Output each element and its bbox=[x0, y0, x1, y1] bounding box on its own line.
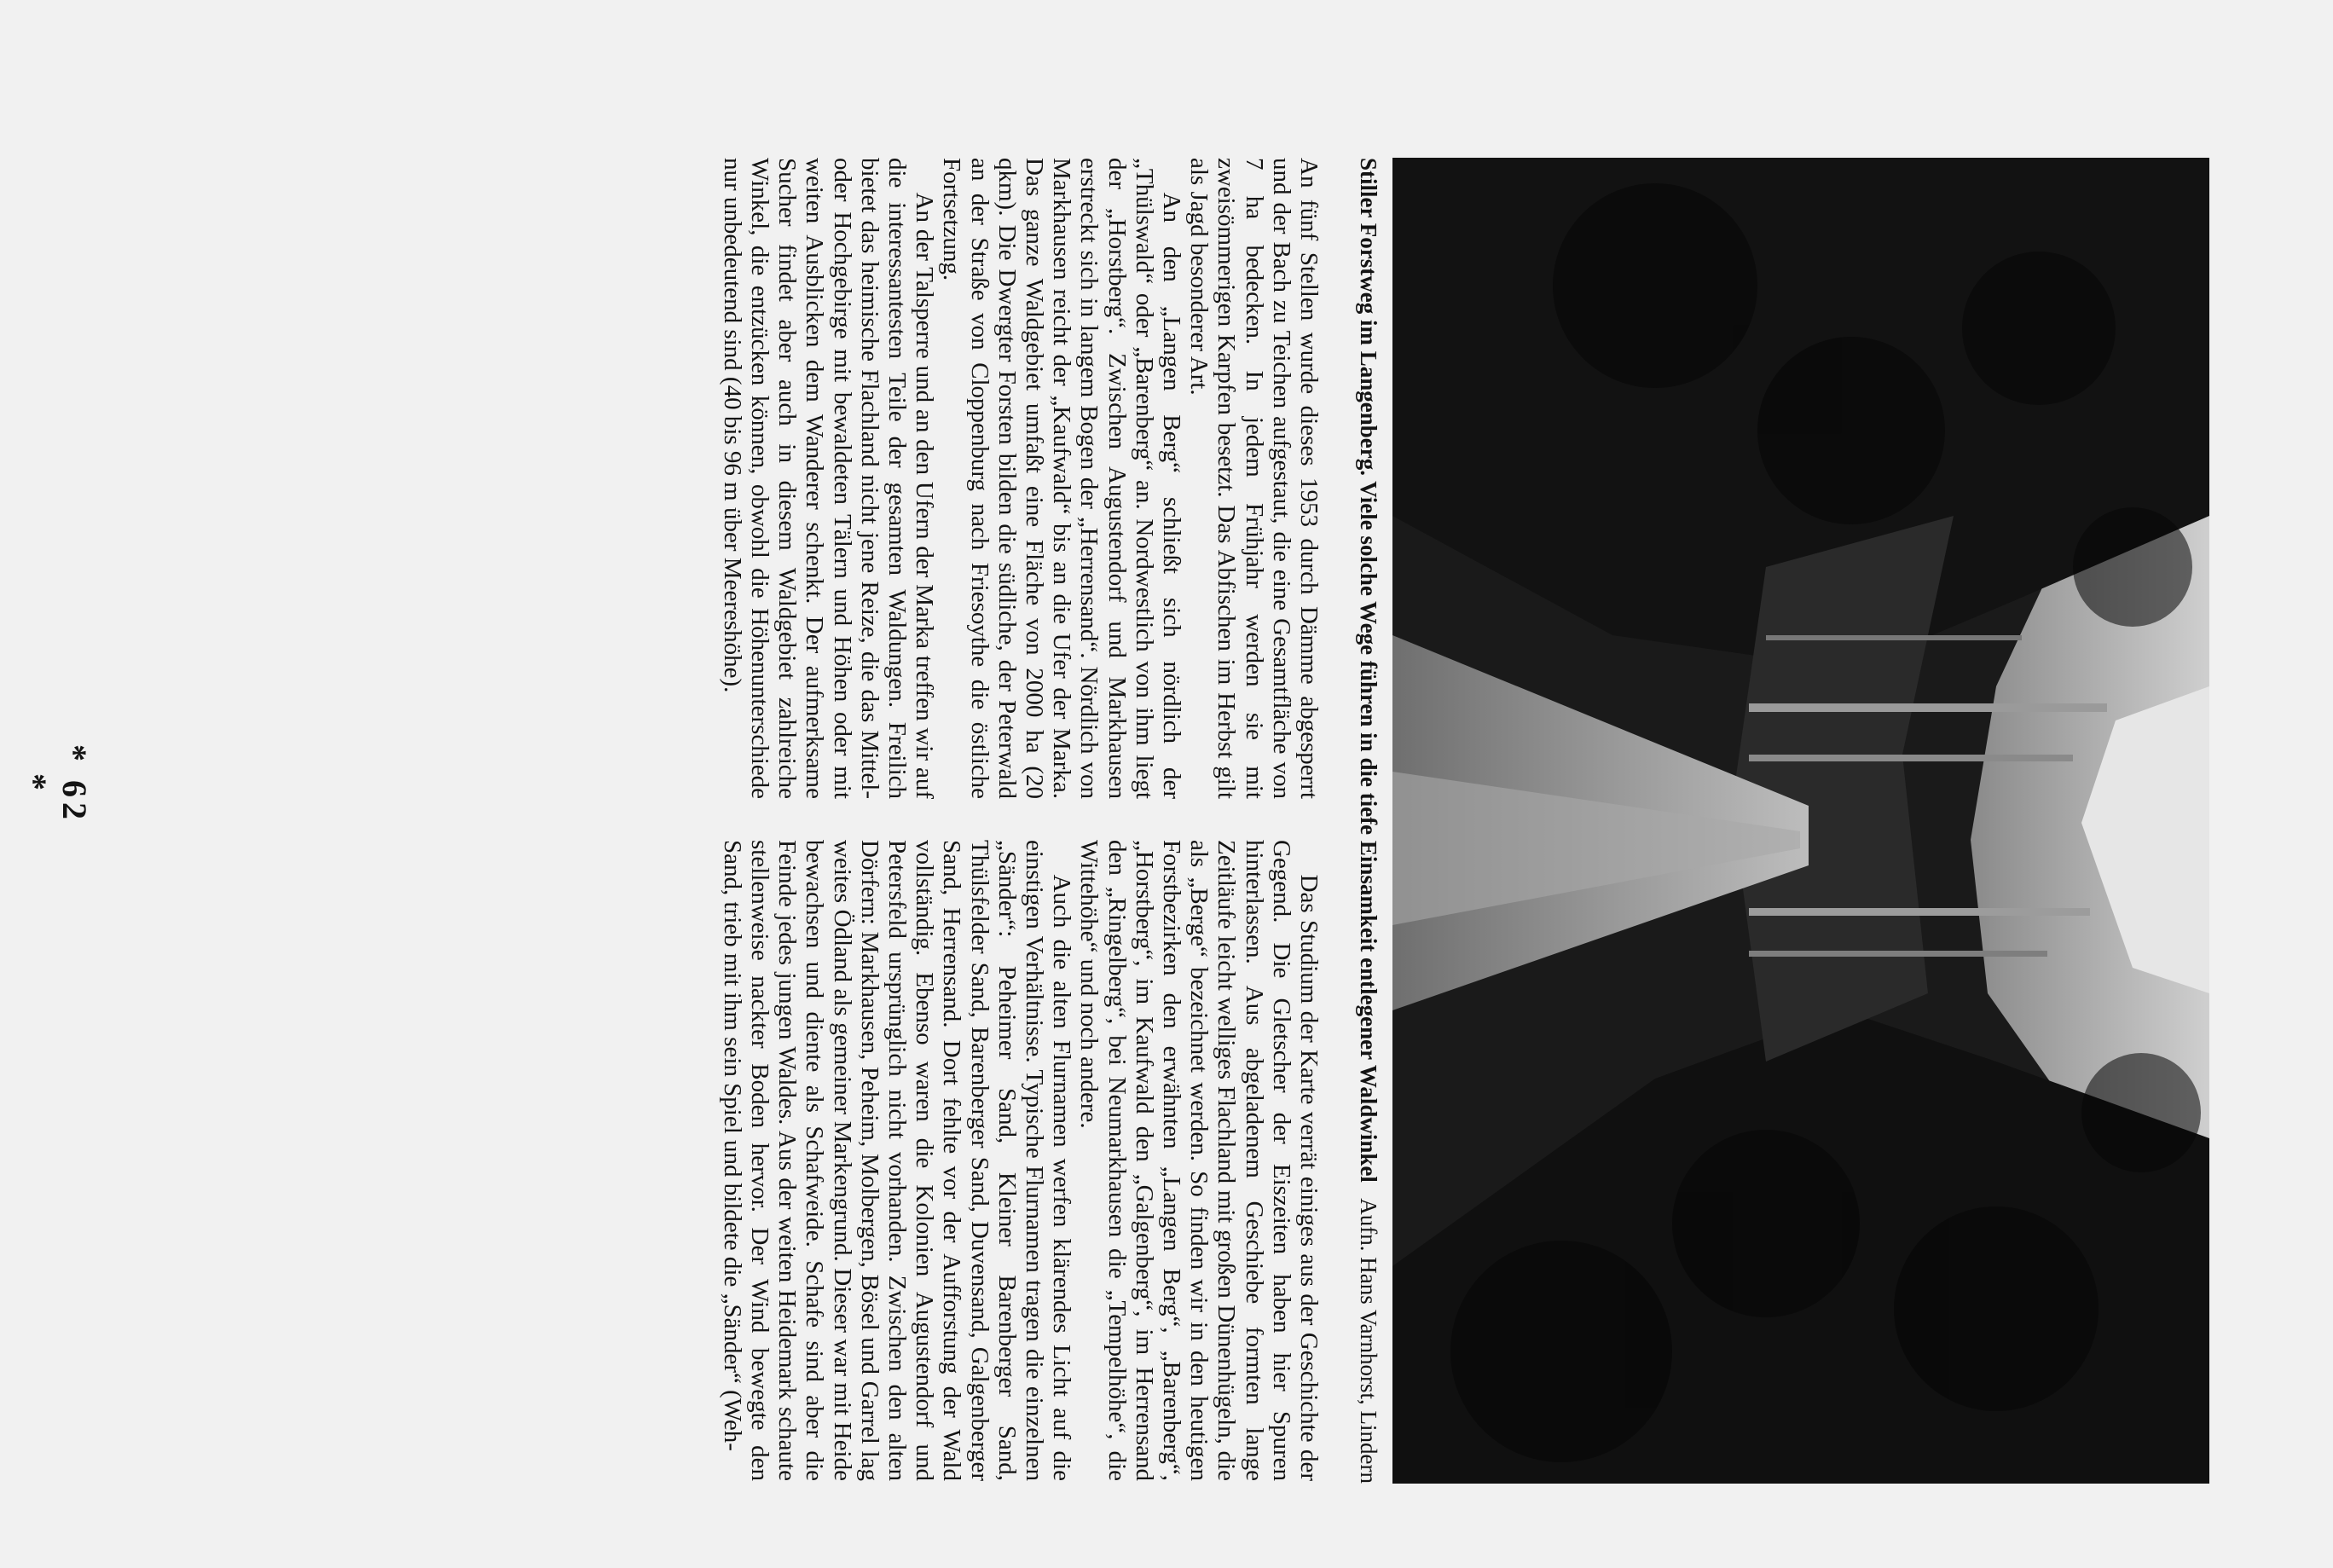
text-column-right bbox=[719, 840, 1323, 1481]
forest-photo-graphic bbox=[1392, 158, 2209, 1484]
forest-path-photo bbox=[1392, 158, 2209, 1484]
photo-caption bbox=[1354, 158, 1382, 1484]
page-number: * 62 * bbox=[15, 744, 94, 825]
paragraph: Das Studium der Karte verrät einiges aus der Geschichte der Gegend. Die Gletscher der Eiszeiten haben hier Spuren hinterlassen. Aus abgeladenem Geschiebe formten lange Zeitläufe leicht welliges Flachland mit großen Dünenhügeln, die als „Berge“ bezeichnet werden. So finden wir in den heutigen Forstbezirken den erwähnten „Langen Berg“, „Barenberg“, „Horstberg“, im Kaufwald den „Galgenberg“, im Herrensand den „Ringelberg“, bei Neumarkhausen die „Tempelhöhe“, die Wittehöhe“ und noch andere. bbox=[1075, 840, 1323, 1481]
paragraph: Auch die alten Flurnamen werfen klärendes Licht auf die einstigen Verhältnisse. Typische Flurnamen tragen die einzelnen „Sänder“: Peheimer Sand, Kleiner Barenberger Sand, Thülsfelder Sand, Barenberger Sand, Duvensand, Galgenberger Sand, Herrensand. Dort fehlte vor der Aufforstung der Wald vollständig. Ebenso waren die Kolonien Augustendorf und Petersfeld ursprünglich nicht vorhanden. Zwischen den alten Dörfern: Markhausen, Peheim, Molbergen, Bösel und Garrel lag weites Ödland als gemeiner Markengrund. Dieser war mit Heide bewachsen und diente als Schafweide. Schafe sind aber die Feinde jedes jungen Waldes. Aus der weiten Heidemark schaute stellenweise nackter Boden hervor. Der Wind bewegte den Sand, trieb mit ihm sein Spiel und bildete die „Sänder“ (Weh- bbox=[718, 840, 1076, 1481]
photo-credit: Aufn. Hans Varnhorst, Lindern bbox=[1356, 1198, 1381, 1484]
paragraph: An fünf Stellen wurde dieses 1953 durch Dämme abgesperrt und der Bach zu Teichen aufgestaut, die eine Gesamtfläche von 7 ha bedecken. In jedem Frühjahr werden sie mit zweisömmerigen Karpfen besetzt. Das Abfischen im Herbst gilt als Jagd besonderer Art. bbox=[1185, 158, 1323, 799]
paragraph: An den „Langen Berg“ schließt sich nördlich der „Thülswald“ oder „Barenberg“ an. Nordwestlich von ihm liegt der „Horstberg“. Zwischen Augustendorf und Markhausen erstreckt sich in langem Bogen der „Herrensand“. Nördlich von Markhausen reicht der „Kaufwald“ bis an die Ufer der Marka. Das ganze Waldgebiet umfaßt eine Fläche von 2000 ha (20 qkm). Die Dwergter Forsten bilden die südliche, der Peterwald an der Straße von Cloppenburg nach Friesoythe die östliche Fortsetzung. bbox=[938, 158, 1185, 799]
caption-text: Stiller Forstweg im Langenberg. Viele solche Wege führen in die tiefe Einsamkeit entlegener Waldwinkel bbox=[1356, 158, 1381, 1183]
text-column-left bbox=[719, 158, 1323, 799]
paragraph: An der Talsperre und an den Ufern der Marka treffen wir auf die interessantesten Teile der gesamten Waldungen. Freilich bietet das heimische Flachland nicht jene Reize, die das Mittel- oder Hochgebirge mit bewaldeten Tälern und Höhen oder mit weiten Ausblicken dem Wanderer schenkt. Der aufmerksame Sucher findet aber auch in diesem Waldgebiet zahlreiche Winkel, die entzücken können, obwohl die Höhenunterschiede nur unbedeutend sind (40 bis 96 m über Meereshöhe). bbox=[718, 158, 939, 799]
